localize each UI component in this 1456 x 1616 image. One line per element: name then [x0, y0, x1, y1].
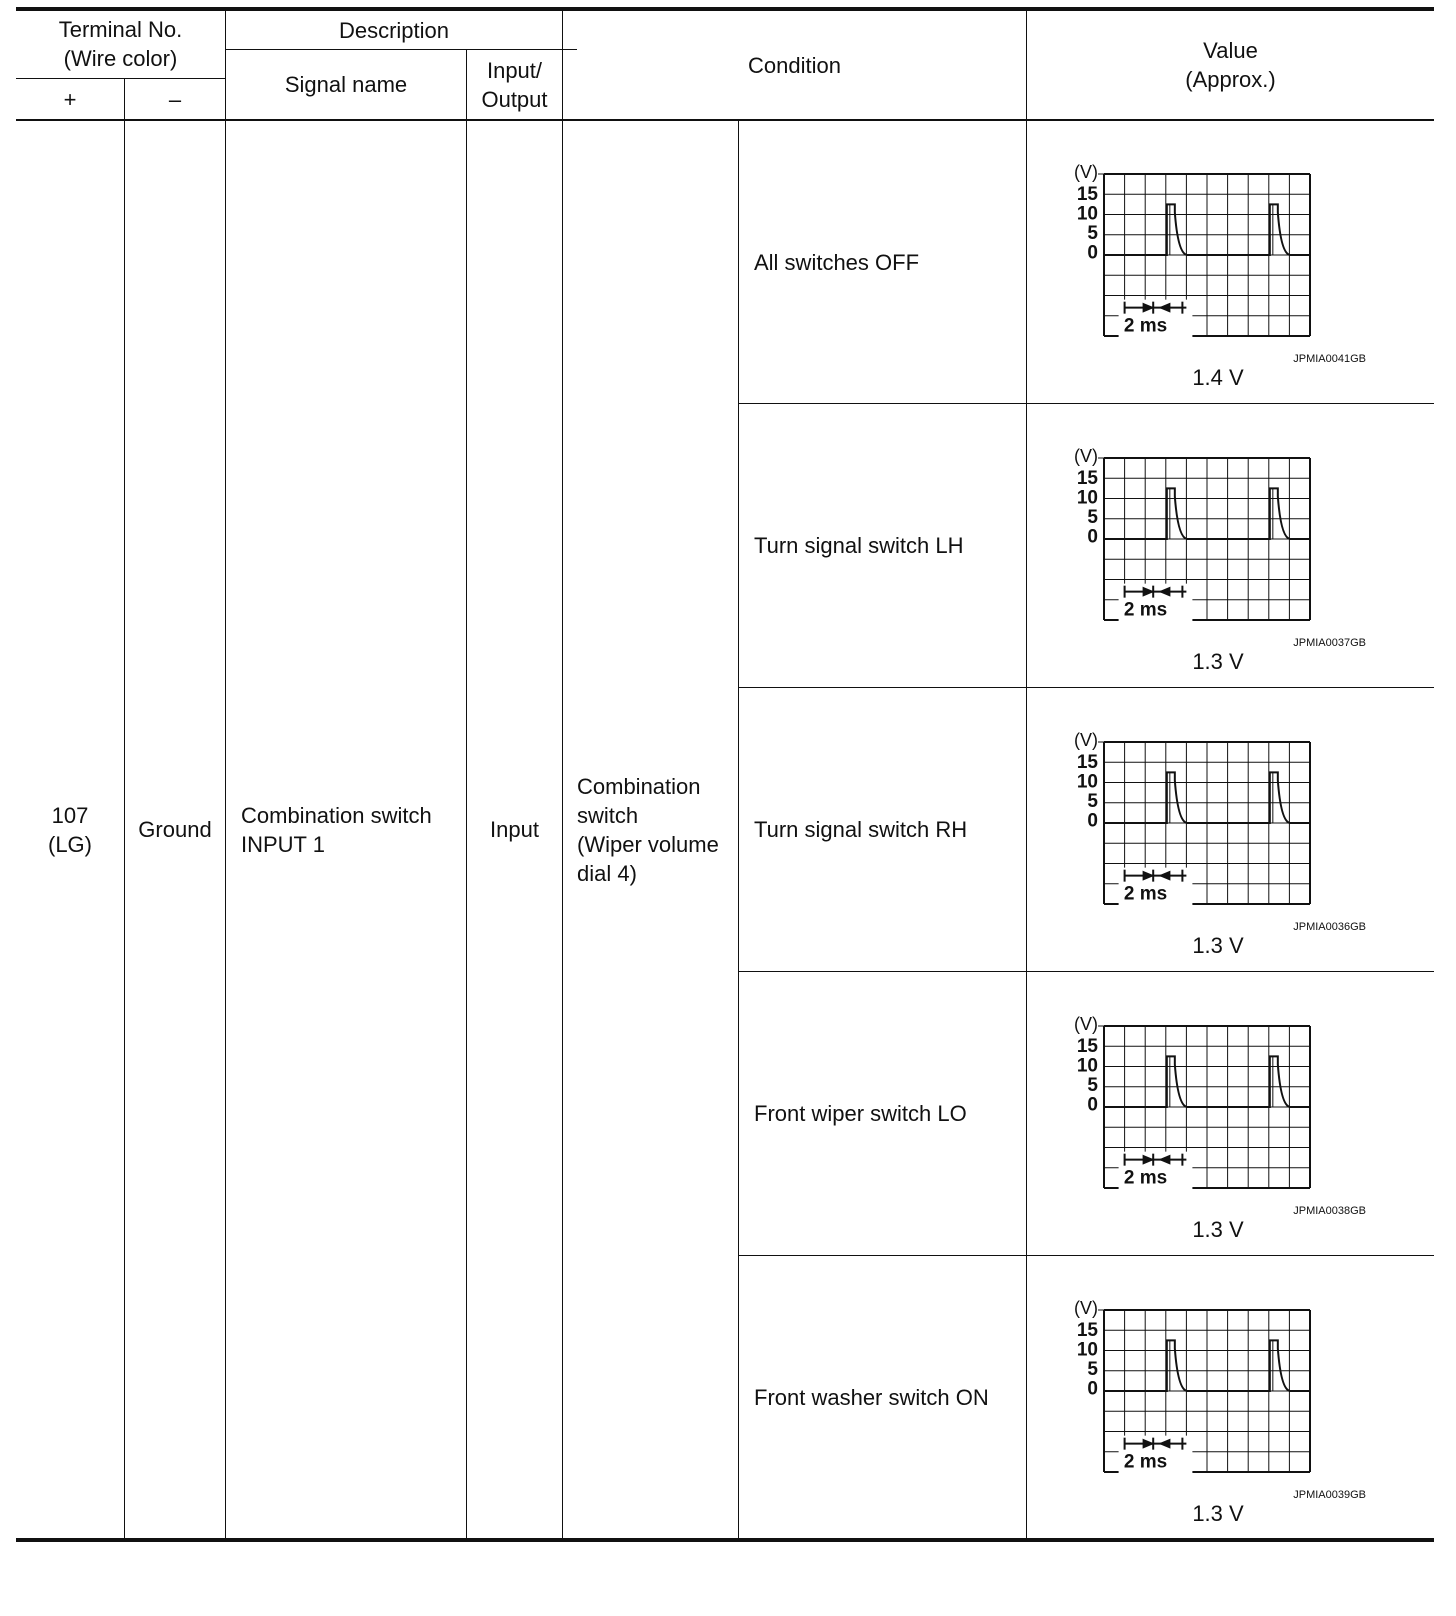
terminal-plus-value: 107 (LG): [48, 802, 92, 857]
y-tick-label: 10: [1076, 771, 1098, 793]
y-tick-label: 0: [1087, 526, 1098, 548]
condition-sub-label: Front washer switch ON: [754, 1384, 989, 1410]
signal-name-value: Combination switch INPUT 1: [241, 802, 432, 857]
y-tick-label: 15: [1076, 468, 1098, 489]
header-value: Value (Approx.): [1185, 38, 1276, 92]
input-output-value: Input: [490, 817, 539, 842]
approx-value: 1.3 V: [1192, 1501, 1244, 1526]
y-tick-label: 0: [1087, 1378, 1098, 1400]
condition-sub-label: Turn signal switch RH: [754, 817, 968, 842]
y-tick-label: 15: [1076, 1036, 1098, 1057]
approx-value: 1.3 V: [1192, 933, 1244, 958]
y-tick-label: 5: [1087, 791, 1098, 812]
y-tick-label: 15: [1076, 1320, 1098, 1341]
waveform-svg: [1056, 1009, 1376, 1219]
condition-sub-label: Front wiper switch LO: [754, 1101, 967, 1126]
y-tick-label: 5: [1087, 507, 1098, 528]
waveform-svg: [1056, 157, 1376, 367]
y-tick-label: 0: [1087, 1094, 1098, 1116]
y-tick-label: 0: [1087, 242, 1098, 264]
col-divider: [562, 7, 563, 1538]
y-unit-label: (V): [1074, 730, 1098, 750]
time-scale-label: 2 ms: [1123, 1167, 1168, 1189]
y-unit-label: (V): [1074, 1298, 1098, 1318]
waveform-svg: [1056, 725, 1376, 935]
condition-main-value: Combination switch (Wiper volume dial 4): [577, 773, 719, 886]
header-terminal-no: Terminal No. (Wire color): [58, 17, 183, 71]
y-tick-label: 5: [1087, 1075, 1098, 1096]
oscilloscope-waveform: [1056, 1009, 1376, 1219]
col-divider: [225, 7, 226, 1538]
y-tick-label: 10: [1076, 1339, 1098, 1361]
approx-value: 1.3 V: [1192, 649, 1244, 674]
terminal-spec-table: [16, 7, 1434, 1603]
figure-code: JPMIA0037GB: [1293, 637, 1366, 649]
header-signal-name: Signal name: [284, 72, 408, 97]
condition-sub-label: Turn signal switch LH: [754, 533, 964, 558]
terminal-minus-value: Ground: [138, 817, 212, 842]
y-tick-label: 5: [1087, 1359, 1098, 1380]
y-tick-label: 10: [1076, 203, 1098, 225]
y-tick-label: 10: [1076, 1055, 1098, 1077]
condition-sub-label: All switches OFF: [754, 249, 920, 275]
y-unit-label: (V): [1074, 446, 1098, 466]
y-tick-label: 5: [1087, 223, 1098, 244]
oscilloscope-waveform: [1056, 725, 1376, 935]
header-description: Description: [338, 17, 450, 43]
header-condition: Condition: [748, 52, 841, 78]
time-scale-label: 2 ms: [1123, 883, 1168, 905]
time-scale-label: 2 ms: [1123, 1451, 1168, 1473]
oscilloscope-waveform: [1056, 157, 1376, 367]
y-unit-label: (V): [1074, 162, 1098, 182]
waveform-svg: [1056, 441, 1376, 651]
y-tick-label: 0: [1087, 810, 1098, 832]
figure-code: JPMIA0036GB: [1293, 921, 1366, 933]
figure-code: JPMIA0041GB: [1293, 353, 1366, 365]
header-input-output: Input/ Output: [481, 57, 548, 112]
y-tick-label: 10: [1076, 487, 1098, 509]
y-unit-label: (V): [1074, 1014, 1098, 1034]
approx-value: 1.3 V: [1192, 1217, 1244, 1242]
approx-value: 1.4 V: [1192, 365, 1244, 390]
time-scale-label: 2 ms: [1123, 315, 1168, 337]
col-divider: [1026, 7, 1027, 1538]
y-tick-label: 15: [1076, 752, 1098, 773]
header-minus: –: [168, 86, 182, 112]
time-scale-label: 2 ms: [1123, 599, 1168, 621]
figure-code: JPMIA0038GB: [1293, 1205, 1366, 1217]
table-bottom-border: [16, 1538, 1434, 1542]
oscilloscope-waveform: [1056, 441, 1376, 651]
col-divider: [738, 119, 739, 1538]
y-tick-label: 15: [1076, 184, 1098, 205]
header-plus: +: [63, 86, 77, 112]
figure-code: JPMIA0039GB: [1293, 1489, 1366, 1501]
oscilloscope-waveform: [1056, 1293, 1376, 1503]
waveform-svg: [1056, 1293, 1376, 1503]
